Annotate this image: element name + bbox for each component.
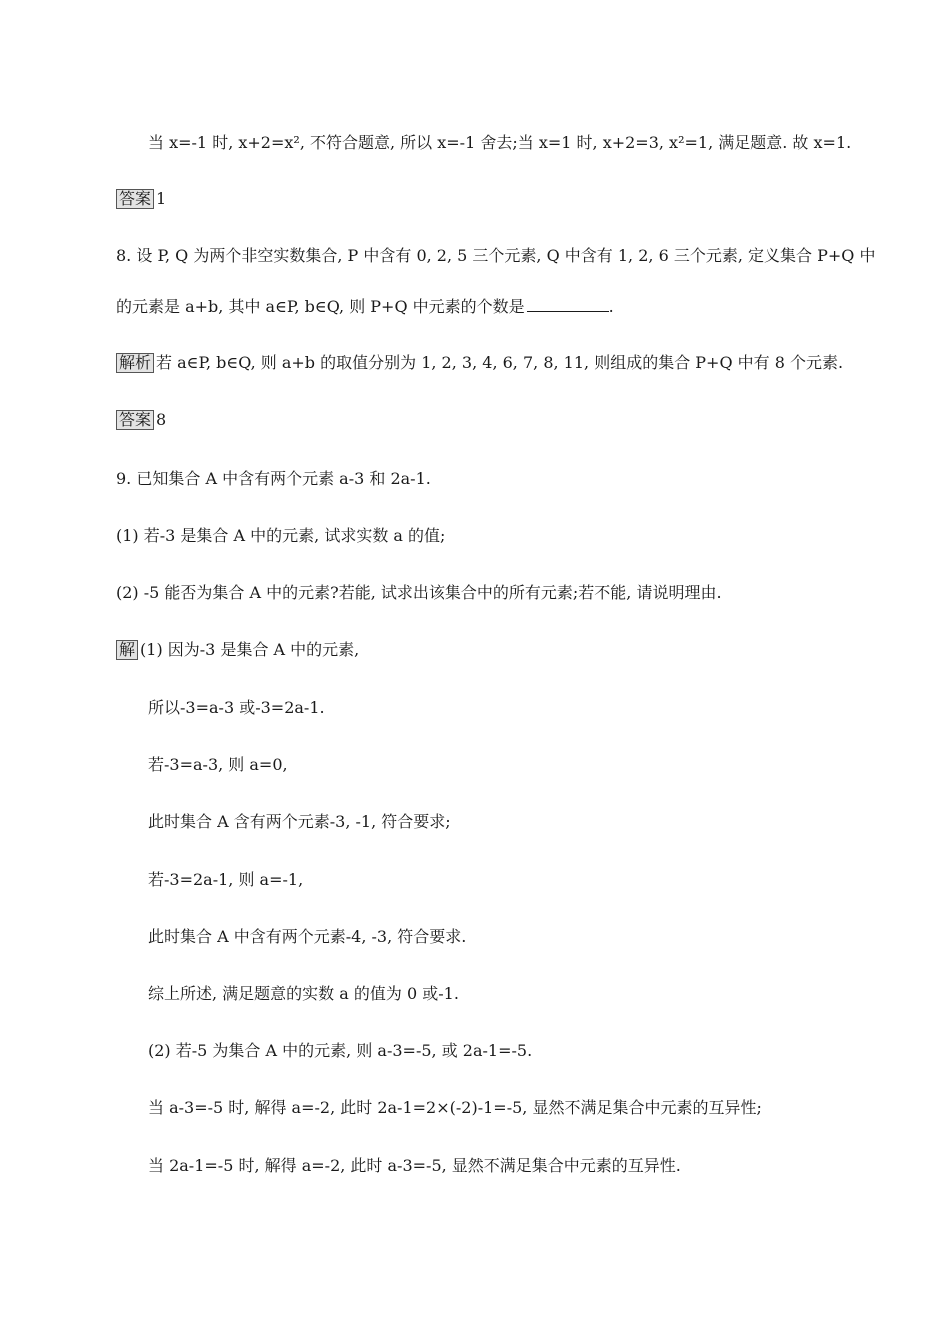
solution-first-line: (1) 因为-3 是集合 A 中的元素, xyxy=(140,640,360,659)
q7-solution-line: 当 x=-1 时, x+2=x², 不符合题意, 所以 x=-1 舍去;当 x=1 时, x+2=3, x²=1, 满足题意. 故 x=1. xyxy=(148,133,852,152)
answer-tag: 答案 xyxy=(116,410,154,430)
q8-stem-period: . xyxy=(608,297,614,316)
solution-line: 当 2a-1=-5 时, 解得 a=-2, 此时 a-3=-5, 显然不满足集合中元素的互异性. xyxy=(148,1156,681,1175)
q8-answer-row xyxy=(116,409,166,431)
solution-line: 若-3=2a-1, 则 a=-1, xyxy=(148,870,304,889)
solution-line: 若-3=a-3, 则 a=0, xyxy=(148,755,288,774)
q8-stem-text: 的元素是 a+b, 其中 a∈P, b∈Q, 则 P+Q 中元素的个数是 xyxy=(116,297,525,316)
solution-line: 所以-3=a-3 或-3=2a-1. xyxy=(148,698,325,717)
solution-line: 此时集合 A 中含有两个元素-4, -3, 符合要求. xyxy=(148,927,467,946)
solution-line: 综上所述, 满足题意的实数 a 的值为 0 或-1. xyxy=(148,984,459,1003)
solution-line: 当 a-3=-5 时, 解得 a=-2, 此时 2a-1=2×(-2)-1=-5, 显然不满足集合中元素的互异性; xyxy=(148,1098,762,1117)
q8-analysis-row xyxy=(116,352,843,374)
solution-line: (2) 若-5 为集合 A 中的元素, 则 a-3=-5, 或 2a-1=-5. xyxy=(148,1041,533,1060)
q9-solution-row xyxy=(116,639,359,661)
solution-line: 此时集合 A 含有两个元素-3, -1, 符合要求; xyxy=(148,812,451,831)
q9-stem: 9. 已知集合 A 中含有两个元素 a-3 和 2a-1. xyxy=(116,469,431,488)
answer-value: 8 xyxy=(156,410,167,429)
analysis-text: 若 a∈P, b∈Q, 则 a+b 的取值分别为 1, 2, 3, 4, 6, 7, 8, 11, 则组成的集合 P+Q 中有 8 个元素. xyxy=(156,353,844,372)
q8-stem-line2 xyxy=(116,296,614,318)
q7-answer-row xyxy=(116,188,166,210)
q9-part1: (1) 若-3 是集合 A 中的元素, 试求实数 a 的值; xyxy=(116,526,446,545)
q8-stem-line1: 8. 设 P, Q 为两个非空实数集合, P 中含有 0, 2, 5 三个元素, Q 中含有 1, 2, 6 三个元素, 定义集合 P+Q 中 xyxy=(116,246,876,265)
q9-part2: (2) -5 能否为集合 A 中的元素?若能, 试求出该集合中的所有元素;若不能, 请说明理由. xyxy=(116,583,722,602)
analysis-tag: 解析 xyxy=(116,353,154,373)
answer-value: 1 xyxy=(156,189,167,208)
answer-blank xyxy=(527,297,609,312)
solution-tag: 解 xyxy=(116,640,138,660)
answer-tag: 答案 xyxy=(116,189,154,209)
